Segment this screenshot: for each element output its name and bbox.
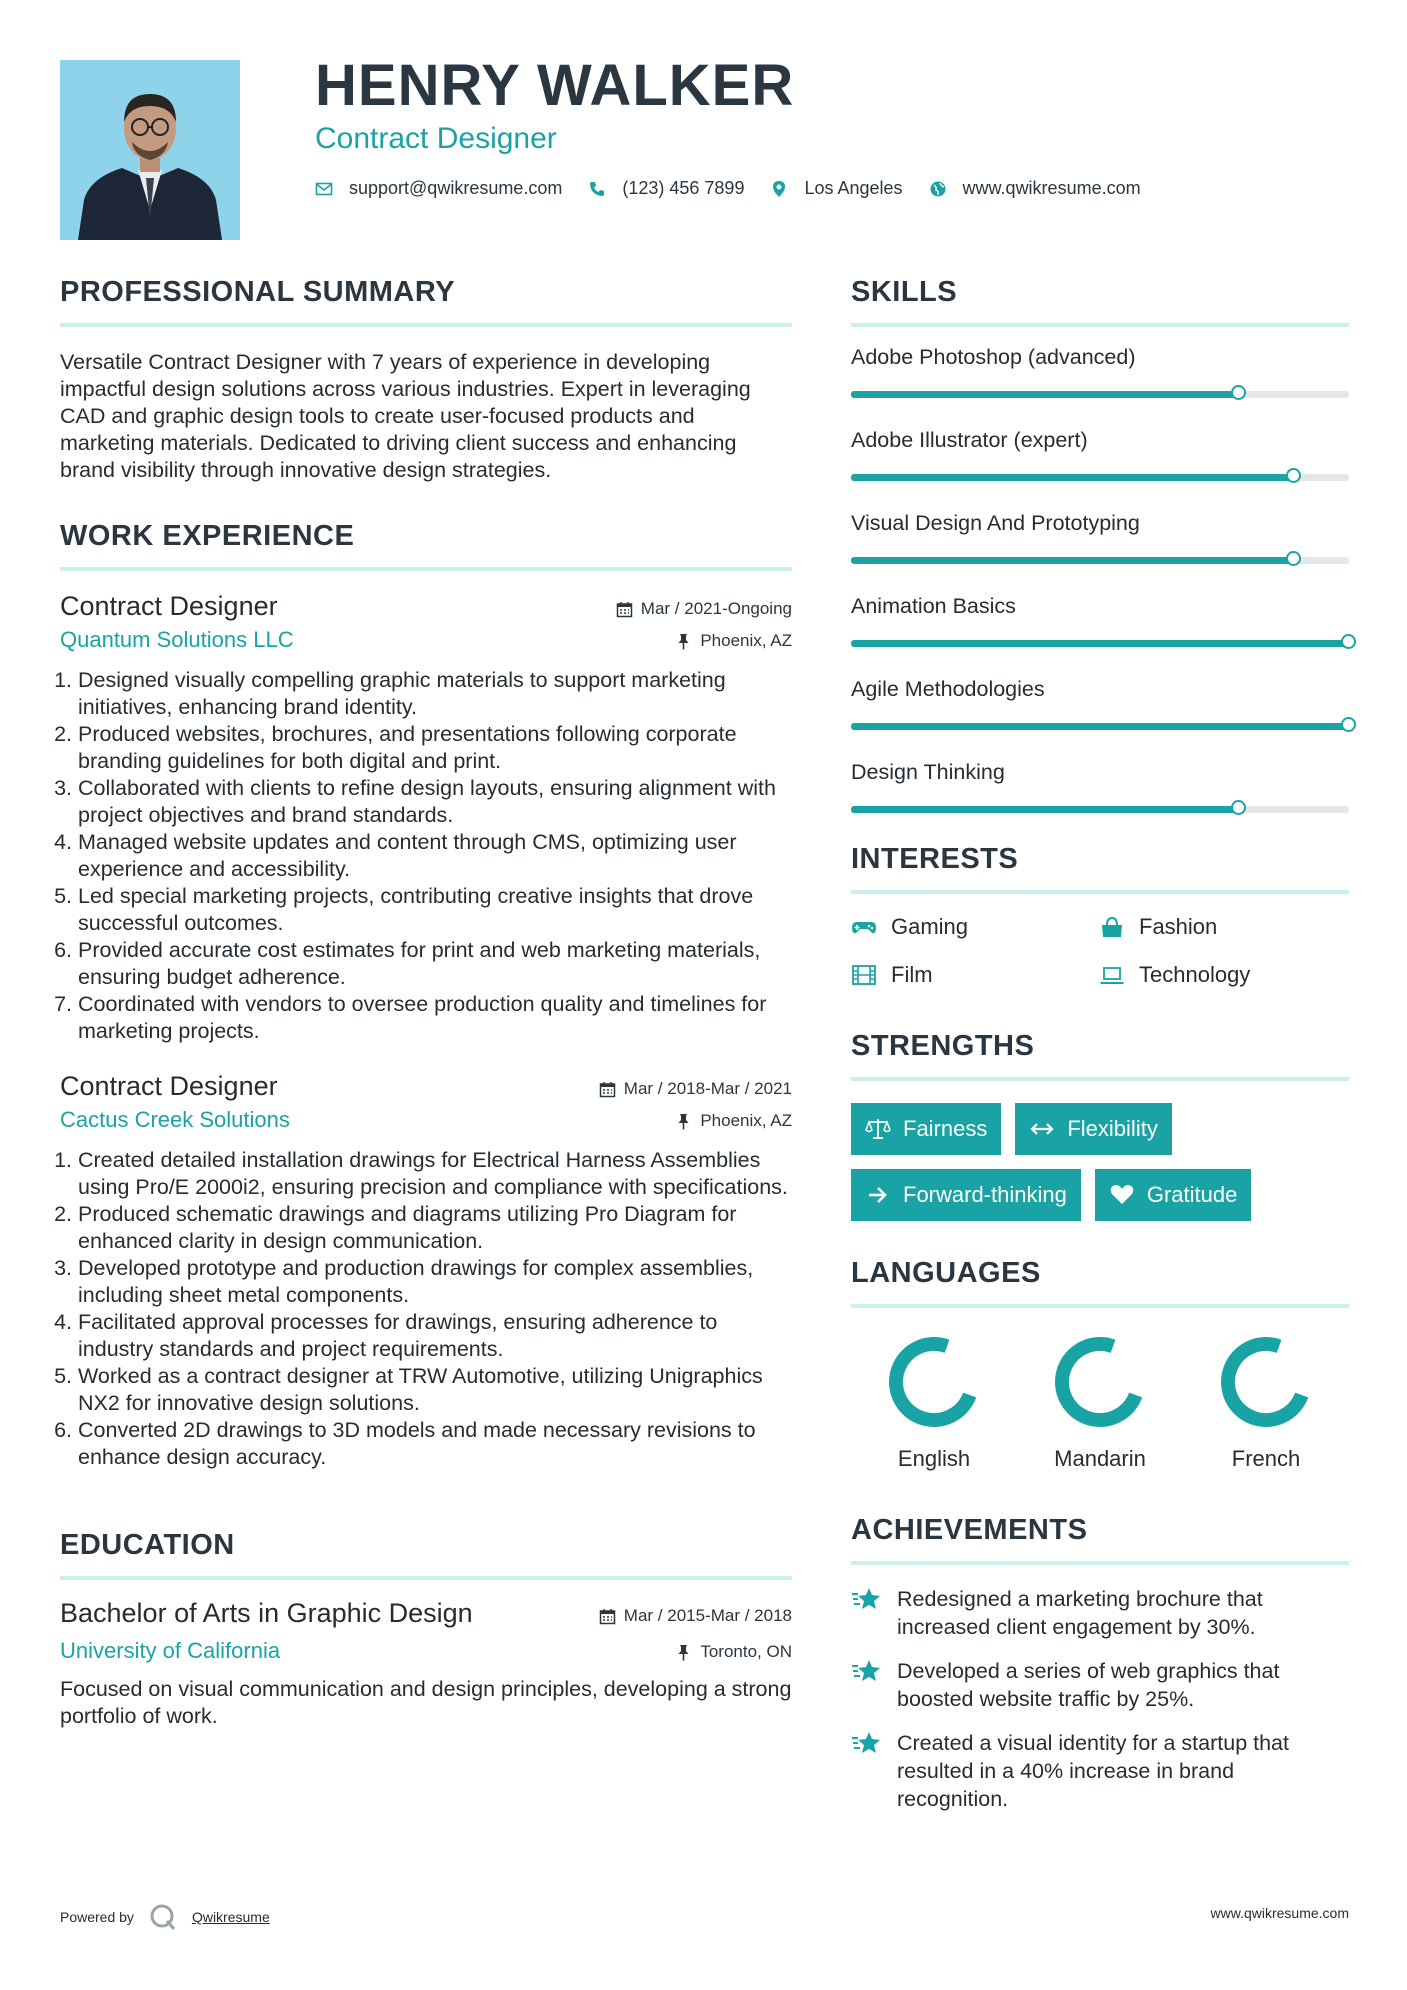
star-trophy-icon bbox=[851, 1585, 883, 1613]
brand-link[interactable]: Qwikresume bbox=[191, 1909, 270, 1925]
job-date-text: Mar / 2021-Ongoing bbox=[640, 599, 792, 618]
language-item bbox=[851, 1334, 1017, 1472]
skill-bar-fill bbox=[851, 474, 1294, 481]
arrows-horizontal-icon bbox=[1029, 1117, 1055, 1141]
job-entry bbox=[60, 1071, 792, 1471]
interest-item bbox=[1099, 914, 1347, 940]
list-item: 5. Led special marketing projects, contributing creative insights that drove successful outcomes. bbox=[78, 883, 792, 937]
skill-bar-fill bbox=[851, 723, 1349, 730]
interest-item bbox=[1099, 962, 1347, 988]
interest-label: Fashion bbox=[1139, 914, 1218, 939]
job-location-text: Phoenix, AZ bbox=[700, 631, 792, 650]
language-item bbox=[1183, 1334, 1349, 1472]
laptop-icon bbox=[1099, 964, 1125, 986]
arrow-right-icon bbox=[865, 1183, 891, 1207]
strength-chip bbox=[1015, 1103, 1171, 1155]
language-progress-ring bbox=[886, 1334, 982, 1430]
interest-label: Gaming bbox=[891, 914, 969, 939]
right-column bbox=[851, 276, 1349, 1829]
footer-powered-by bbox=[60, 1902, 270, 1932]
list-item: 6. Provided accurate cost estimates for print and web marketing materials, ensuring budget adherence. bbox=[78, 937, 792, 991]
list-item: 4. Managed website updates and content through CMS, optimizing user experience and accessibility. bbox=[78, 829, 792, 883]
skill-bar-knob bbox=[1341, 634, 1356, 649]
language-name: English bbox=[897, 1446, 971, 1471]
section-divider bbox=[60, 1576, 792, 1580]
language-progress-ring bbox=[1052, 1334, 1148, 1430]
skill-bar bbox=[851, 640, 1349, 647]
skill-bar-fill bbox=[851, 557, 1294, 564]
strength-chip bbox=[1095, 1169, 1252, 1221]
contact-location: Los Angeles bbox=[804, 178, 903, 198]
powered-by-label: Powered by bbox=[60, 1909, 134, 1925]
strength-chip bbox=[851, 1169, 1081, 1221]
achievement-item bbox=[851, 1657, 1349, 1713]
pushpin-icon bbox=[675, 1644, 692, 1661]
skill-bar-fill bbox=[851, 391, 1239, 398]
star-trophy-icon bbox=[851, 1729, 883, 1757]
star-trophy-icon bbox=[851, 1657, 883, 1685]
skill-bar-knob bbox=[1341, 717, 1356, 732]
strength-label: Flexibility bbox=[1067, 1116, 1158, 1141]
strength-label: Fairness bbox=[903, 1116, 988, 1141]
skill-bar-knob bbox=[1231, 385, 1246, 400]
interest-label: Technology bbox=[1139, 962, 1251, 987]
job-date bbox=[599, 1079, 792, 1099]
summary-section bbox=[60, 276, 792, 484]
skill-item bbox=[851, 677, 1349, 730]
job-location bbox=[675, 631, 792, 651]
list-item: 6. Converted 2D drawings to 3D models and made necessary revisions to enhance design accuracy. bbox=[78, 1417, 792, 1471]
education-location-text: Toronto, ON bbox=[700, 1642, 792, 1661]
list-item: 2. Produced websites, brochures, and presentations following corporate branding guidelines for both digital and print. bbox=[78, 721, 792, 775]
achievement-text: Redesigned a marketing brochure that increased client engagement by 30%. bbox=[897, 1587, 1263, 1639]
list-item: 2. Produced schematic drawings and diagrams utilizing Pro Diagram for enhanced clarity in design communication. bbox=[78, 1201, 792, 1255]
job-entry bbox=[60, 591, 792, 1045]
language-name: Mandarin bbox=[1054, 1446, 1146, 1471]
strength-label: Gratitude bbox=[1146, 1182, 1238, 1207]
summary-title: PROFESSIONAL SUMMARY bbox=[60, 276, 456, 308]
achievements-section bbox=[851, 1514, 1349, 1813]
work-section bbox=[60, 520, 792, 1471]
section-divider bbox=[851, 1304, 1349, 1308]
list-item: 5. Worked as a contract designer at TRW Automotive, utilizing Unigraphics NX2 for innovative design solutions. bbox=[78, 1363, 792, 1417]
contact-website[interactable]: www.qwikresume.com bbox=[962, 178, 1141, 198]
skill-bar bbox=[851, 806, 1349, 813]
education-description: Focused on visual communication and design principles, developing a strong portfolio of work. bbox=[60, 1677, 792, 1728]
job-duties bbox=[60, 667, 792, 1045]
achievement-text: Created a visual identity for a startup that resulted in a 40% increase in brand recognition. bbox=[897, 1731, 1289, 1811]
calendar-icon bbox=[599, 1081, 616, 1098]
list-item: 4. Facilitated approval processes for drawings, ensuring adherence to industry standards and project requirements. bbox=[78, 1309, 792, 1363]
section-divider bbox=[851, 1077, 1349, 1081]
heart-icon bbox=[1109, 1183, 1135, 1207]
interest-item bbox=[851, 914, 1099, 940]
interest-label: Film bbox=[891, 962, 933, 987]
strength-label: Forward-thinking bbox=[903, 1182, 1067, 1207]
gamepad-icon bbox=[851, 916, 877, 938]
language-name: French bbox=[1231, 1446, 1301, 1471]
skill-item bbox=[851, 760, 1349, 813]
footer-url[interactable]: www.qwikresume.com bbox=[1210, 1905, 1349, 1921]
calendar-icon bbox=[599, 1608, 616, 1625]
film-icon bbox=[851, 964, 877, 986]
balance-scale-icon bbox=[865, 1117, 891, 1141]
skills-title: SKILLS bbox=[851, 276, 958, 308]
skill-name: Agile Methodologies bbox=[851, 677, 1045, 701]
languages-title: LANGUAGES bbox=[851, 1257, 1041, 1289]
skills-section bbox=[851, 276, 1349, 813]
achievements-title: ACHIEVEMENTS bbox=[851, 1514, 1088, 1546]
candidate-role: Contract Designer bbox=[315, 122, 557, 155]
achievement-text: Developed a series of web graphics that boosted website traffic by 25%. bbox=[897, 1659, 1280, 1711]
interest-item bbox=[851, 962, 1099, 988]
contact-bar bbox=[315, 178, 1167, 199]
shopping-bag-icon bbox=[1099, 916, 1125, 938]
education-section bbox=[60, 1529, 792, 1730]
company-name: Quantum Solutions LLC bbox=[60, 627, 294, 652]
map-marker-icon bbox=[770, 180, 788, 198]
company-name: Cactus Creek Solutions bbox=[60, 1107, 290, 1132]
list-item: 3. Developed prototype and production drawings for complex assemblies, including sheet metal components. bbox=[78, 1255, 792, 1309]
strength-chip bbox=[851, 1103, 1001, 1155]
section-divider bbox=[851, 890, 1349, 894]
education-date bbox=[599, 1606, 792, 1626]
contact-phone[interactable]: (123) 456 7899 bbox=[622, 178, 745, 198]
section-divider bbox=[851, 1561, 1349, 1565]
school-name: University of California bbox=[60, 1638, 281, 1663]
skill-bar-fill bbox=[851, 806, 1239, 813]
skill-name: Animation Basics bbox=[851, 594, 1016, 618]
section-divider bbox=[60, 567, 792, 571]
job-location-text: Phoenix, AZ bbox=[700, 1111, 792, 1130]
interests-section bbox=[851, 843, 1349, 988]
profile-photo bbox=[60, 60, 240, 240]
section-divider bbox=[60, 323, 792, 327]
degree-title: Bachelor of Arts in Graphic Design bbox=[60, 1598, 473, 1628]
skill-bar bbox=[851, 474, 1349, 481]
work-title: WORK EXPERIENCE bbox=[60, 520, 355, 552]
job-date-text: Mar / 2018-Mar / 2021 bbox=[623, 1079, 792, 1098]
education-date-text: Mar / 2015-Mar / 2018 bbox=[623, 1606, 792, 1625]
pushpin-icon bbox=[675, 633, 692, 650]
skill-name: Visual Design And Prototyping bbox=[851, 511, 1140, 535]
summary-text: Versatile Contract Designer with 7 years of experience in developing impactful design solutions across various industries. Expert in leveraging CAD and graphic design tools to create user-focused products and marketing materials. Dedicated to driving client success and enhancing brand visibility through innovative design strategies. bbox=[60, 350, 751, 482]
contact-email[interactable]: support@qwikresume.com bbox=[349, 178, 563, 198]
phone-icon bbox=[588, 180, 606, 198]
candidate-name: HENRY WALKER bbox=[315, 53, 795, 118]
qwikresume-logo-icon bbox=[148, 1902, 178, 1932]
section-divider bbox=[851, 323, 1349, 327]
list-item: 7. Coordinated with vendors to oversee production quality and timelines for marketing projects. bbox=[78, 991, 792, 1045]
list-item: 1. Created detailed installation drawings for Electrical Harness Assemblies using Pro/E 2000i2, ensuring precision and compliance with specifications. bbox=[78, 1147, 792, 1201]
achievement-item bbox=[851, 1729, 1349, 1813]
job-date bbox=[616, 599, 792, 619]
skill-bar-knob bbox=[1286, 551, 1301, 566]
skill-bar bbox=[851, 557, 1349, 564]
globe-icon bbox=[929, 180, 947, 198]
skill-item bbox=[851, 511, 1349, 564]
list-item: 1. Designed visually compelling graphic materials to support marketing initiatives, enhancing brand identity. bbox=[78, 667, 792, 721]
job-location bbox=[675, 1111, 792, 1131]
list-item: 3. Collaborated with clients to refine design layouts, ensuring alignment with project objectives and brand standards. bbox=[78, 775, 792, 829]
strengths-section bbox=[851, 1030, 1349, 1221]
education-title: EDUCATION bbox=[60, 1529, 235, 1561]
skill-name: Design Thinking bbox=[851, 760, 1005, 784]
job-title: Contract Designer bbox=[60, 591, 278, 621]
skill-name: Adobe Photoshop (advanced) bbox=[851, 345, 1136, 369]
envelope-icon bbox=[315, 180, 333, 198]
skill-bar-knob bbox=[1286, 468, 1301, 483]
skill-bar-knob bbox=[1231, 800, 1246, 815]
language-item bbox=[1017, 1334, 1183, 1472]
pushpin-icon bbox=[675, 1113, 692, 1130]
skill-bar bbox=[851, 391, 1349, 398]
language-progress-ring bbox=[1218, 1334, 1314, 1430]
skill-item bbox=[851, 428, 1349, 481]
calendar-icon bbox=[616, 601, 633, 618]
left-column bbox=[60, 276, 792, 1730]
skills-list bbox=[851, 345, 1349, 813]
interests-title: INTERESTS bbox=[851, 843, 1019, 875]
skill-bar-fill bbox=[851, 640, 1349, 647]
achievement-item bbox=[851, 1585, 1349, 1641]
skill-item bbox=[851, 594, 1349, 647]
languages-section bbox=[851, 1257, 1349, 1472]
skill-name: Adobe Illustrator (expert) bbox=[851, 428, 1088, 452]
job-duties bbox=[60, 1147, 792, 1471]
job-title: Contract Designer bbox=[60, 1071, 278, 1101]
education-location bbox=[675, 1642, 792, 1662]
strengths-title: STRENGTHS bbox=[851, 1030, 1035, 1062]
skill-bar bbox=[851, 723, 1349, 730]
skill-item bbox=[851, 345, 1349, 398]
